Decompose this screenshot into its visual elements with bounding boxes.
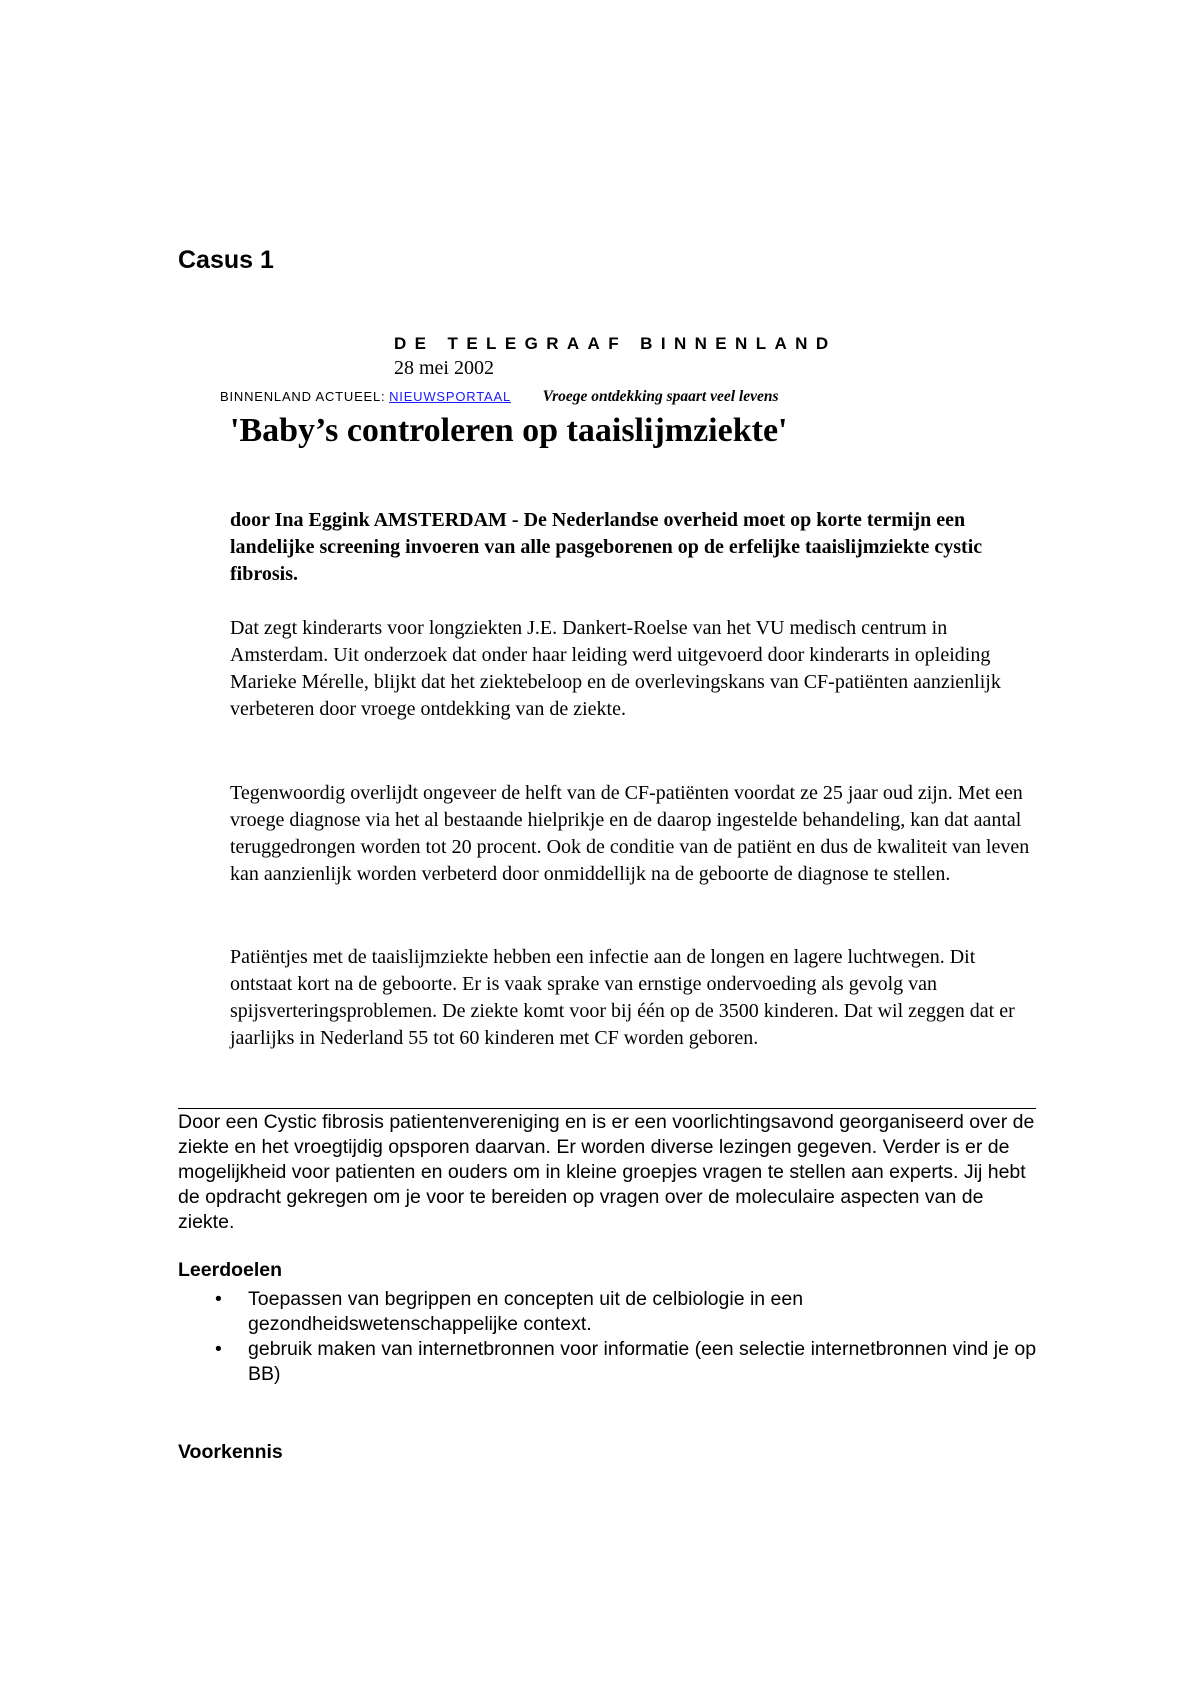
section-divider bbox=[178, 1108, 1036, 1109]
bullet-icon: • bbox=[215, 1288, 222, 1310]
learning-goals-heading: Leerdoelen bbox=[178, 1259, 283, 1281]
nieuwsportaal-link[interactable]: NIEUWSPORTAAL bbox=[389, 389, 511, 404]
learning-goal-text: Toepassen van begrippen en concepten uit de celbiologie in een gezondheidswetenschappelijke context. bbox=[248, 1288, 804, 1335]
page-title: Casus 1 bbox=[178, 246, 274, 274]
list-item bbox=[178, 1337, 1038, 1387]
newspaper-masthead: DE TELEGRAAF BINNENLAND bbox=[394, 334, 837, 353]
list-item bbox=[178, 1287, 1038, 1337]
case-introduction: Door een Cystic fibrosis patientenvereniging en is er een voorlichtingsavond georganiseerd over de ziekte en het vroegtijdig opsporen daarvan. Er worden diverse lezingen gegeven. Verder is er de mogelijkheid voor patienten en ouders om in kleine groepjes vragen te stellen aan experts. Jij hebt de opdracht gekregen om je voor te bereiden op vragen over de moleculaire aspecten van de ziekte. bbox=[178, 1111, 1035, 1233]
article-lead: door Ina Eggink AMSTERDAM - De Nederlandse overheid moet op korte termijn een landelijke screening invoeren van alle pasgeborenen op de erfelijke taaislijmziekte cystic fibrosis. bbox=[230, 509, 983, 585]
article-paragraph: Patiëntjes met de taaislijmziekte hebben een infectie aan de longen en lagere luchtwegen. Dit ontstaat kort na de geboorte. Er is vaak sprake van ernstige ondervoeding als gevolg van spijsverteringsproblemen. De ziekte komt voor bij één op de 3500 kinderen. Dat wil zeggen dat er jaarlijks in Nederland 55 tot 60 kinderen met CF worden geboren. bbox=[230, 946, 1015, 1049]
section-line bbox=[220, 388, 980, 406]
article-paragraph: Dat zegt kinderarts voor longziekten J.E. Dankert-Roelse van het VU medisch centrum in Amsterdam. Uit onderzoek dat onder haar leiding werd uitgevoerd door kinderarts in opleiding Marieke Mérelle, blijkt dat het ziektebeloop en de overlevingskans van CF-patiënten aanzienlijk verbeteren door vroege ontdekking van de ziekte. bbox=[230, 617, 1001, 720]
article-paragraph: Tegenwoordig overlijdt ongeveer de helft van de CF-patiënten voordat ze 25 jaar oud zijn. Met een vroege diagnose via het al bestaande hielprikje en de daarop ingestelde behandeling, kan dat aantal teruggedrongen worden tot 20 procent. Ook de conditie van de patiënt en dus de kwaliteit van leven kan aanzienlijk worden verbeterd door onmiddellijk na de geboorte de diagnose te stellen. bbox=[230, 782, 1030, 885]
section-label: BINNENLAND ACTUEEL: bbox=[220, 389, 386, 404]
article-date: 28 mei 2002 bbox=[394, 357, 494, 379]
article-kicker: Vroege ontdekking spaart veel levens bbox=[542, 388, 779, 405]
learning-goal-text: gebruik maken van internetbronnen voor informatie (een selectie internetbronnen vind je op BB) bbox=[248, 1338, 1037, 1385]
learning-goals-list bbox=[178, 1287, 1038, 1387]
prior-knowledge-heading: Voorkennis bbox=[178, 1441, 283, 1463]
bullet-icon: • bbox=[215, 1338, 222, 1360]
article-headline: 'Baby’s controleren op taaislijmziekte' bbox=[230, 412, 788, 449]
